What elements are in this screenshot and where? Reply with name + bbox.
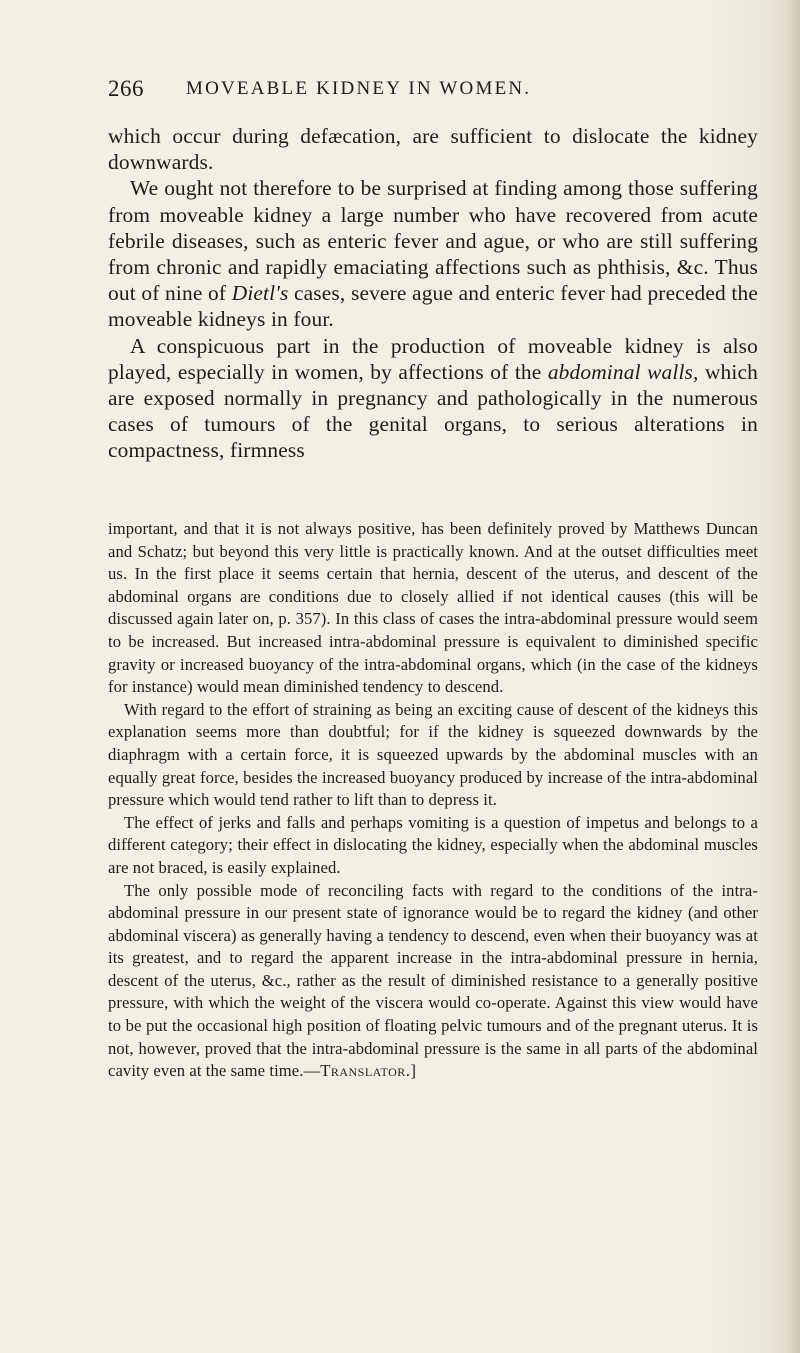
author-name-dietl: Dietl's: [231, 281, 289, 306]
main-paragraph-2: [108, 175, 758, 332]
main-paragraph-2-rest: cases, severe ague and enteric fever had preceded the moveable kidneys in four.: [108, 281, 758, 332]
abdominal-walls-term: abdominal walls,: [547, 359, 699, 384]
page-number: 266: [108, 76, 144, 101]
main-paragraph-1: which occur during defæcation, are sufficient to dislocate the kidney downwards.: [108, 124, 758, 175]
note-paragraph-4: [108, 880, 758, 1083]
note-paragraph-4-text: The only possible mode of reconciling facts with regard to the conditions of the intra-abdominal pressure in our present state of ignorance would be to regard the kidney (and other abdominal viscera) as generally having a tendency to descend, even when their buoyancy was at its greatest, and to regard the apparent increase in the intra-abdominal pressure in hernia, descent of the uterus, &c., rather as the result of diminished resistance to a generally positive pressure, with which the weight of the viscera would co-operate. Against this view would have to be put the occasional high position of floating pelvic tumours and of the pregnant uterus. It is not, however, proved that the intra-abdominal pressure is the same in all parts of the abdominal cavity even at the same time.—: [108, 880, 758, 1081]
main-text: [108, 123, 758, 464]
main-paragraph-3: [108, 333, 758, 464]
page-edge-shadow: [786, 0, 800, 1353]
translator-note: [108, 518, 758, 1083]
note-paragraph-3: The effect of jerks and falls and perhaps vomiting is a question of impetus and belongs to a different category; their effect in dislocating the kidney, especially when the abdominal muscles are not braced, is easily explained.: [108, 812, 758, 877]
note-paragraph-1: important, and that it is not always positive, has been definitely proved by Matthews Duncan and Schatz; but beyond this very little is practically known. And at the outset difficulties meet us. In the first place it seems certain that hernia, descent of the uterus, and descent of the abdominal organs are conditions due to closely allied if not identical causes (this will be discussed again later on, p. 357). In this class of cases the intra-abdominal pressure would seem to be increased. But increased intra-abdominal pressure is equivalent to diminished specific gravity or increased buoyancy of the intra-abdominal organs, which (in the case of the kidneys for instance) would mean diminished tendency to descend.: [108, 519, 758, 697]
main-paragraph-2-text: We ought not therefore to be surprised at finding among those suffering from moveable kidney a large number who have recovered from acute febrile diseases, such as enteric fever and ague, or who are still suffering from chronic and rapidly emaciating affections such as phthisis, &c. Thus out of nine of: [108, 176, 758, 306]
main-paragraph-3-rest: which are exposed normally in pregnancy and pathologically in the numerous cases of tumours of the genital organs, to serious alterations in compactness, firmness: [108, 359, 758, 463]
main-paragraph-3-text: A conspicuous part in the production of moveable kidney is also played, especially in women, by affections of the: [108, 333, 758, 384]
page-header: [0, 76, 800, 106]
translator-signature: Translator.]: [320, 1061, 417, 1081]
running-head: MOVEABLE KIDNEY IN WOMEN.: [186, 78, 532, 99]
note-paragraph-2: With regard to the effort of straining as being an exciting cause of descent of the kidneys this explanation seems more than doubtful; for if the kidney is squeezed downwards by the diaphragm with a certain force, it is squeezed upwards by the abdominal muscles with an equally great force, besides the increased buoyancy produced by increase of the intra-abdominal pressure which would tend rather to lift than to depress it.: [108, 699, 758, 810]
